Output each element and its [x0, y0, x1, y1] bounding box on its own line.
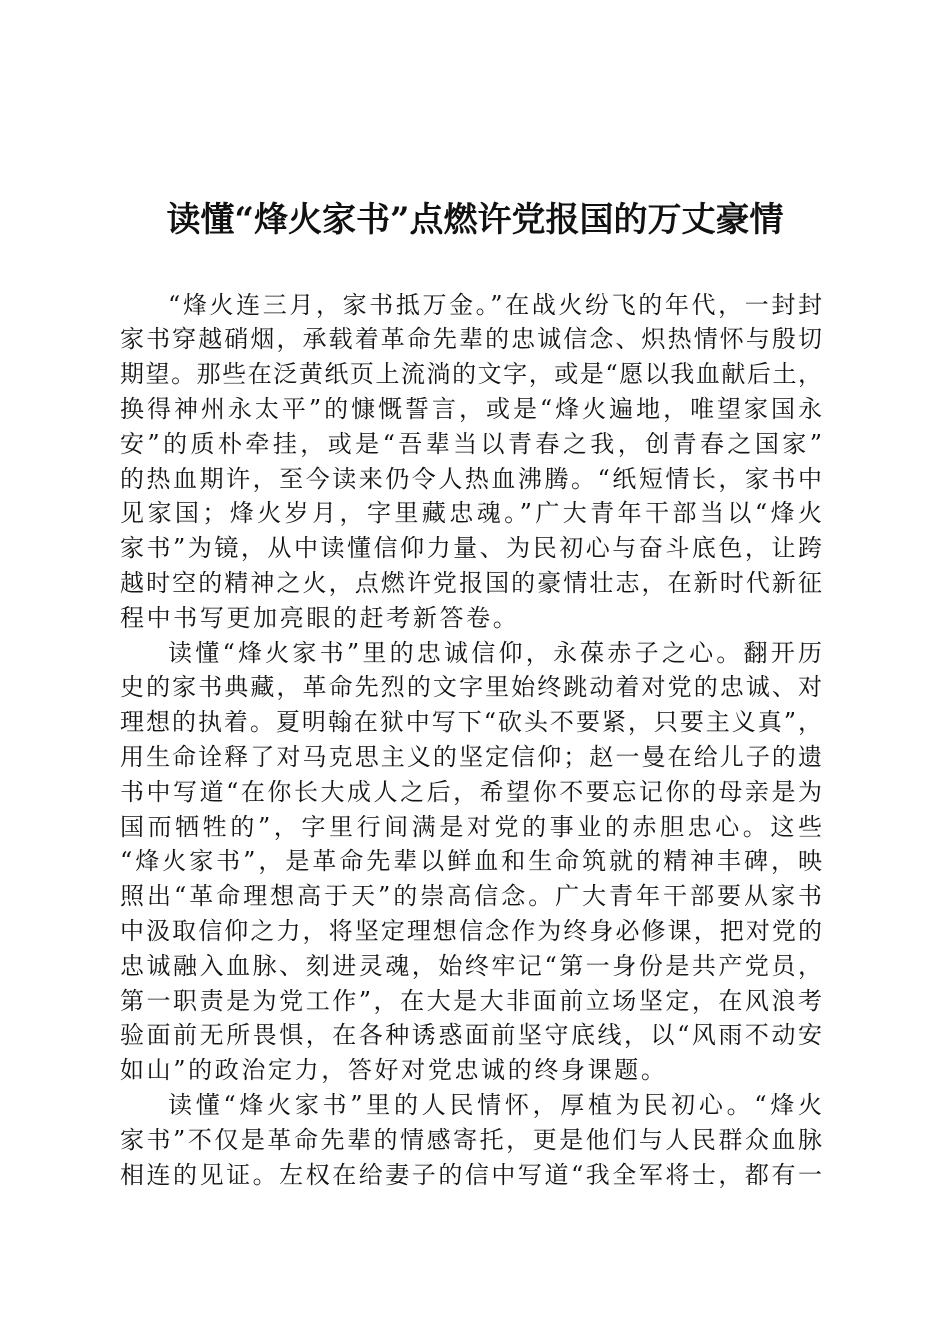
paragraph-2-line-11: 第一职责是为党工作”，在大是大非面前立场坚定，在风浪考 [120, 986, 825, 1015]
paragraph-2-line-5: 书中写道“在你长大成人之后，希望你不要忘记你的母亲是为 [120, 777, 825, 806]
paragraph-1-line-8: 家书”为镜，从中读懂信仰力量、为民初心与奋斗底色，让跨 [120, 534, 825, 563]
paragraph-2-line-13: 如山”的政治定力，答好对党忠诚的终身课题。 [120, 1056, 668, 1085]
paragraph-3-line-1: 读懂“烽火家书”里的人民情怀，厚植为民初心。“烽火 [168, 1090, 826, 1119]
paragraph-3-line-3: 相连的见证。左权在给妻子的信中写道“我全军将士，都有一 [120, 1160, 825, 1189]
paragraph-2-line-6: 国而牺牲的”，字里行间满是对党的事业的赤胆忠心。这些 [120, 812, 826, 841]
paragraph-1-line-2: 家书穿越硝烟，承载着革命先辈的忠诚信念、炽热情怀与殷切 [120, 325, 825, 354]
paragraph-1-line-10: 程中书写更加亮眼的赶考新答卷。 [120, 603, 520, 632]
paragraph-1-line-6: 的热血期许，至今读来仍令人热血沸腾。“纸短情长，家书中 [120, 464, 825, 493]
paragraph-2-line-3: 理想的执着。夏明翰在狱中写下“砍头不要紧，只要主义真”， [120, 708, 824, 737]
paragraph-1 [120, 288, 830, 636]
paragraph-2-line-1: 读懂“烽火家书”里的忠诚信仰，永葆赤子之心。翻开历 [168, 638, 826, 667]
paragraph-2-line-7: “烽火家书”，是革命先辈以鲜血和生命筑就的精神丰碑，映 [120, 847, 825, 876]
paragraph-3-line-2: 家书”不仅是革命先辈的情感寄托，更是他们与人民群众血脉 [120, 1125, 825, 1154]
paragraph-3 [120, 1088, 830, 1192]
paragraph-1-line-9: 越时空的精神之火，点燃许党报国的豪情壮志，在新时代新征 [120, 568, 825, 597]
paragraph-1-line-1: “烽火连三月，家书抵万金。”在战火纷飞的年代，一封封 [168, 290, 825, 319]
document-body [120, 288, 830, 1193]
paragraph-2-line-10: 忠诚融入血脉、刻进灵魂，始终牢记“第一身份是共产党员， [120, 951, 825, 980]
paragraph-2-line-9: 中汲取信仰之力，将坚定理想信念作为终身必修课，把对党的 [120, 916, 825, 945]
paragraph-2 [120, 636, 830, 1088]
paragraph-1-line-7: 见家国；烽火岁月，字里藏忠魂。”广大青年干部当以“烽火 [120, 499, 826, 528]
paragraph-2-line-4: 用生命诠释了对马克思主义的坚定信仰；赵一曼在给儿子的遗 [120, 742, 825, 771]
document-title: 读懂“烽火家书”点燃许党报国的万丈豪情 [166, 200, 784, 240]
paragraph-1-line-4: 换得神州永太平”的慷慨誓言，或是“烽火遍地，唯望家国永 [120, 394, 825, 423]
paragraph-1-line-5: 安”的质朴牵挂，或是“吾辈当以青春之我，创青春之国家” [120, 429, 826, 458]
paragraph-2-line-12: 验面前无所畏惧，在各种诱惑面前坚守底线，以“风雨不动安 [120, 1021, 825, 1050]
paragraph-2-line-8: 照出“革命理想高于天”的崇高信念。广大青年干部要从家书 [120, 882, 825, 911]
paragraph-2-line-2: 史的家书典藏，革命先烈的文字里始终跳动着对党的忠诚、对 [120, 673, 825, 702]
paragraph-1-line-3: 期望。那些在泛黄纸页上流淌的文字，或是“愿以我血献后土， [120, 360, 824, 389]
